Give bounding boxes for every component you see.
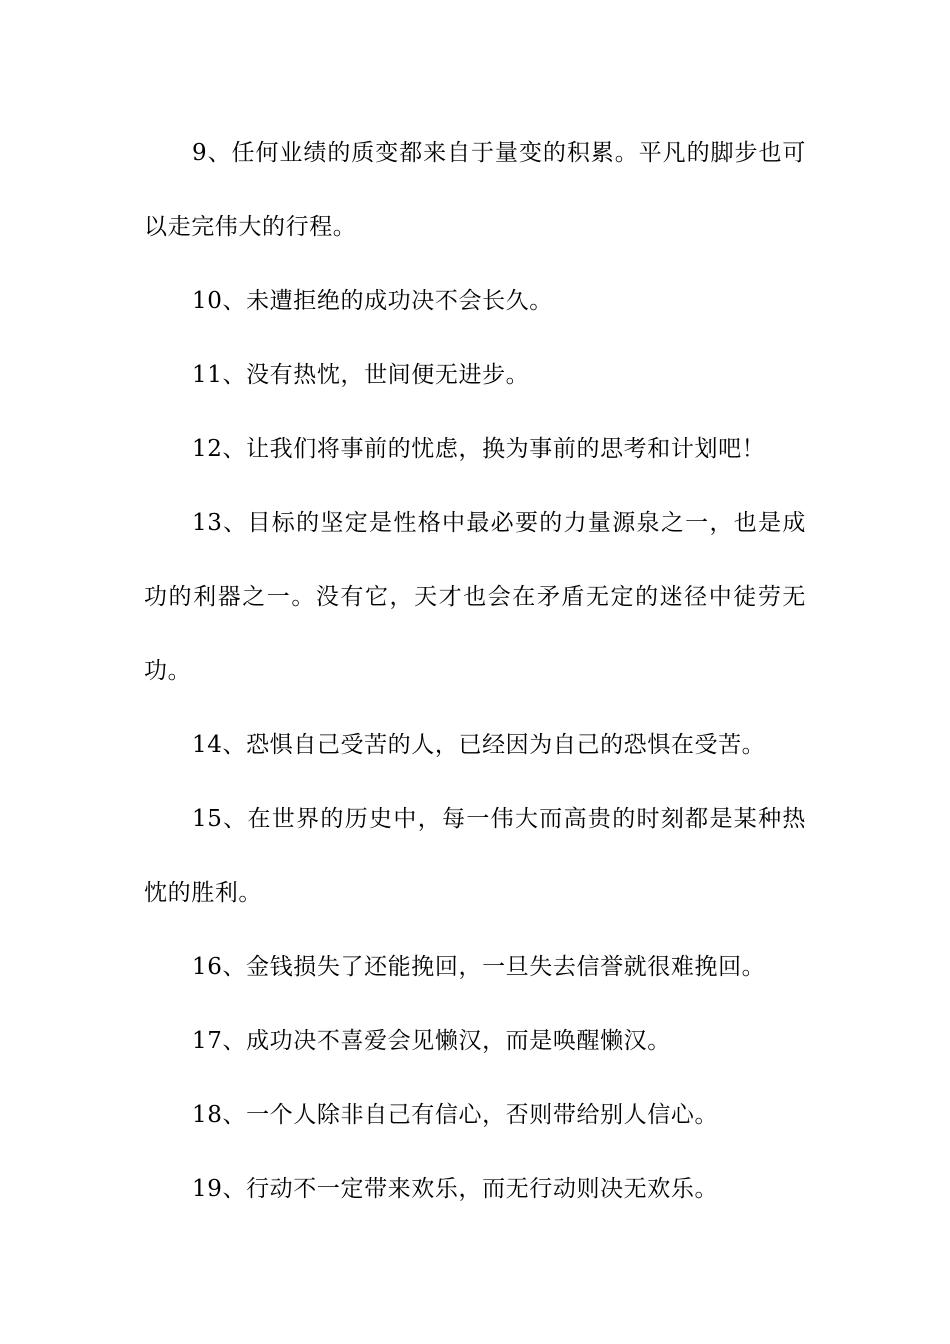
paragraph-13: 13、目标的坚定是性格中最必要的力量源泉之一，也是成功的利器之一。没有它，天才也会在矛盾无定的迷径中徒劳无功。 xyxy=(144,510,806,684)
paragraph-12: 12、让我们将事前的忧虑，换为事前的思考和计划吧！ xyxy=(192,436,766,462)
paragraph-19: 19、行动不一定带来欢乐，而无行动则决无欢乐。 xyxy=(192,1176,719,1202)
paragraph-14: 14、恐惧自己受苦的人，已经因为自己的恐惧在受苦。 xyxy=(192,732,766,758)
paragraph-17: 17、成功决不喜爱会见懒汉，而是唤醒懒汉。 xyxy=(192,1028,671,1054)
paragraph-10: 10、未遭拒绝的成功决不会长久。 xyxy=(192,288,553,314)
document-body xyxy=(144,116,806,1226)
paragraph-15: 15、在世界的历史中，每一伟大而高贵的时刻都是某种热忱的胜利。 xyxy=(144,806,806,906)
paragraph-18: 18、一个人除非自己有信心，否则带给别人信心。 xyxy=(192,1102,719,1128)
paragraph-11: 11、没有热忱，世间便无进步。 xyxy=(192,362,530,388)
paragraph-16: 16、金钱损失了还能挽回，一旦失去信誉就很难挽回。 xyxy=(192,954,766,980)
paragraph-9: 9、任何业绩的质变都来自于量变的积累。平凡的脚步也可以走完伟大的行程。 xyxy=(144,140,806,240)
